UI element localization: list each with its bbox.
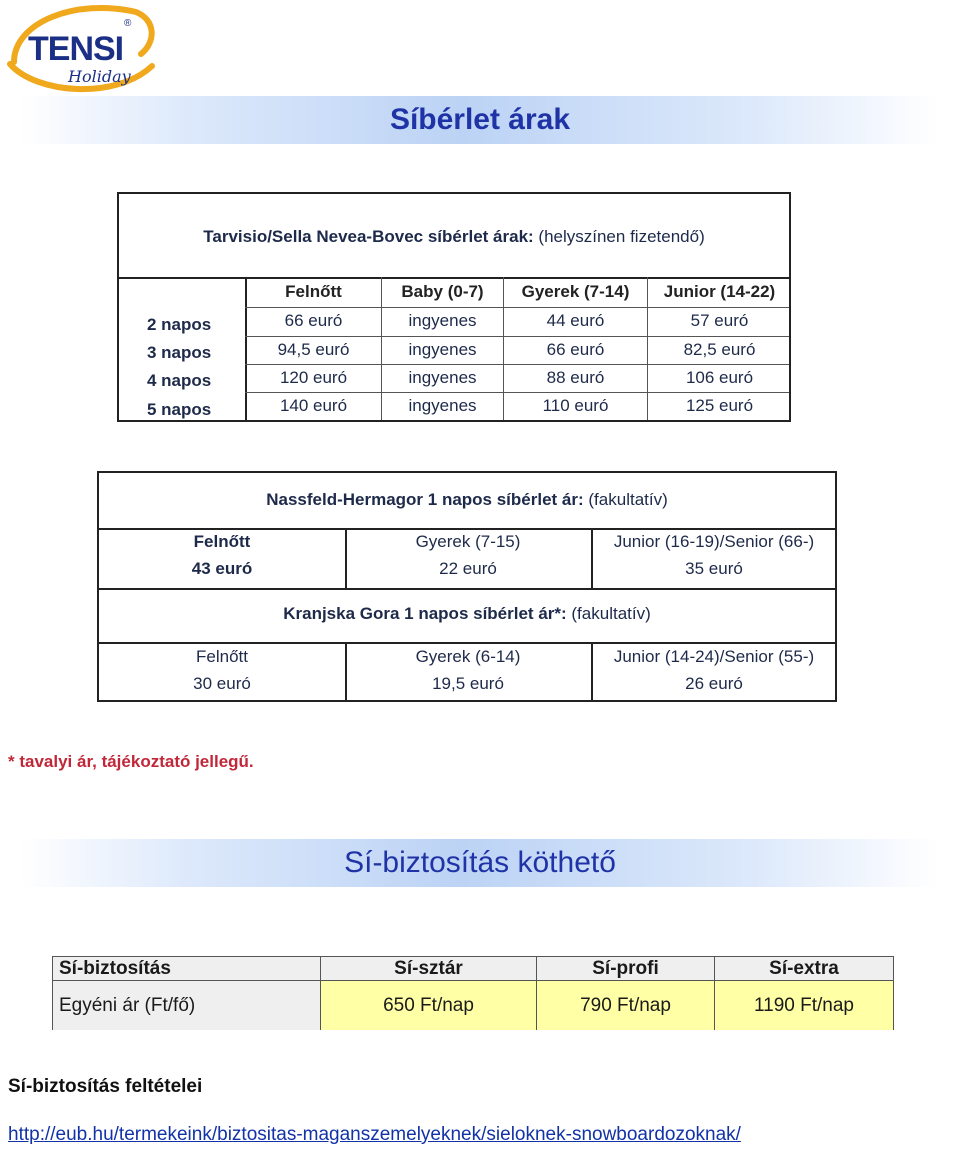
nassfeld-price-gyerek: 22 euró: [439, 559, 497, 578]
insurance-price-profi: 790 Ft/nap: [537, 981, 715, 1030]
price-cell: ingyenes: [408, 368, 477, 387]
table-divider: [99, 642, 835, 644]
kranjska-title-rest: (fakultatív): [566, 604, 651, 623]
nassfeld-title-bold: Nassfeld-Hermagor 1 napos síbérlet ár:: [266, 490, 584, 509]
tarvisio-title-rest: (helyszínen fizetendő): [533, 227, 705, 246]
row-label-4-napos: 4 napos: [147, 371, 212, 390]
nassfeld-price-junior: 35 euró: [685, 559, 743, 578]
logo-registered-mark: ®: [124, 18, 132, 29]
price-cell: 120 euró: [279, 368, 348, 387]
price-cell: 110 euró: [542, 396, 609, 415]
insurance-conditions-link[interactable]: http://eub.hu/termekeink/biztositas-maganszemelyeknek/sieloknek-snowboardozoknak/: [8, 1124, 741, 1145]
header-felnott: Felnőtt: [285, 282, 342, 301]
price-cell: 44 euró: [546, 311, 605, 330]
kranjska-price-gyerek: 19,5 euró: [432, 674, 504, 693]
kranjska-title: [99, 604, 835, 624]
kranjska-cat-junior: Junior (14-24)/Senior (55-): [613, 647, 815, 666]
kranjska-cat-felnott: Felnőtt: [196, 647, 248, 666]
kranjska-title-bold: Kranjska Gora 1 napos síbérlet ár*:: [283, 604, 567, 623]
price-cell: 66 euró: [284, 311, 343, 330]
kranjska-cat-gyerek: Gyerek (6-14): [415, 647, 521, 666]
insurance-section-title: Sí-biztosítás köthető: [344, 846, 616, 879]
nassfeld-cat-gyerek: Gyerek (7-15): [415, 532, 521, 551]
kranjska-price-felnott: 30 euró: [193, 674, 251, 693]
price-cell: ingyenes: [408, 340, 477, 359]
tarvisio-table-title: [119, 227, 789, 247]
logo-sub: Holiday: [68, 67, 131, 86]
price-cell: 66 euró: [546, 340, 605, 359]
insurance-conditions-heading: Sí-biztosítás feltételei: [8, 1076, 203, 1097]
row-label-5-napos: 5 napos: [147, 400, 212, 419]
price-cell: 94,5 euró: [277, 340, 350, 359]
price-cell: ingyenes: [408, 396, 477, 415]
footnote: * tavalyi ár, tájékoztató jellegű.: [8, 752, 254, 771]
insurance-header-extra: Sí-extra: [715, 957, 893, 981]
tarvisio-title-bold: Tarvisio/Sella Nevea-Bovec síbérlet árak:: [203, 227, 534, 246]
nassfeld-cat-felnott: Felnőtt: [193, 532, 251, 551]
price-cell: 106 euró: [685, 368, 754, 387]
nassfeld-cat-junior: Junior (16-19)/Senior (66-): [613, 532, 815, 551]
nassfeld-price-felnott: 43 euró: [191, 559, 253, 578]
insurance-row-label: Egyéni ár (Ft/fő): [53, 981, 321, 1030]
price-cell: 82,5 euró: [683, 340, 756, 359]
tarvisio-price-table: [117, 192, 791, 422]
price-section-banner: [20, 96, 940, 144]
insurance-header-type: Sí-biztosítás: [53, 957, 321, 981]
price-cell: 57 euró: [690, 311, 749, 330]
insurance-price-extra: 1190 Ft/nap: [715, 981, 893, 1030]
tensi-holiday-logo: [6, 2, 156, 98]
insurance-header-profi: Sí-profi: [537, 957, 715, 981]
optional-passes-table: [97, 471, 837, 702]
logo-brand: TENSI: [28, 30, 124, 68]
header-gyerek: Gyerek (7-14): [521, 282, 630, 301]
kranjska-price-junior: 26 euró: [685, 674, 743, 693]
header-baby: Baby (0-7): [401, 282, 484, 301]
row-label-2-napos: 2 napos: [147, 315, 212, 334]
row-label-3-napos: 3 napos: [147, 343, 212, 362]
table-divider: [99, 588, 835, 590]
insurance-header-sztar: Sí-sztár: [321, 957, 537, 981]
price-cell: 88 euró: [546, 368, 605, 387]
nassfeld-title: [99, 490, 835, 510]
price-cell: 140 euró: [279, 396, 348, 415]
price-cell: ingyenes: [408, 311, 477, 330]
insurance-section-banner: [20, 839, 940, 887]
price-section-title: Síbérlet árak: [389, 103, 571, 136]
insurance-table: [52, 956, 894, 1030]
nassfeld-title-rest: (fakultatív): [583, 490, 668, 509]
insurance-price-sztar: 650 Ft/nap: [321, 981, 537, 1030]
table-divider: [99, 528, 835, 530]
price-cell: 125 euró: [685, 396, 754, 415]
header-junior: Junior (14-22): [663, 282, 776, 301]
